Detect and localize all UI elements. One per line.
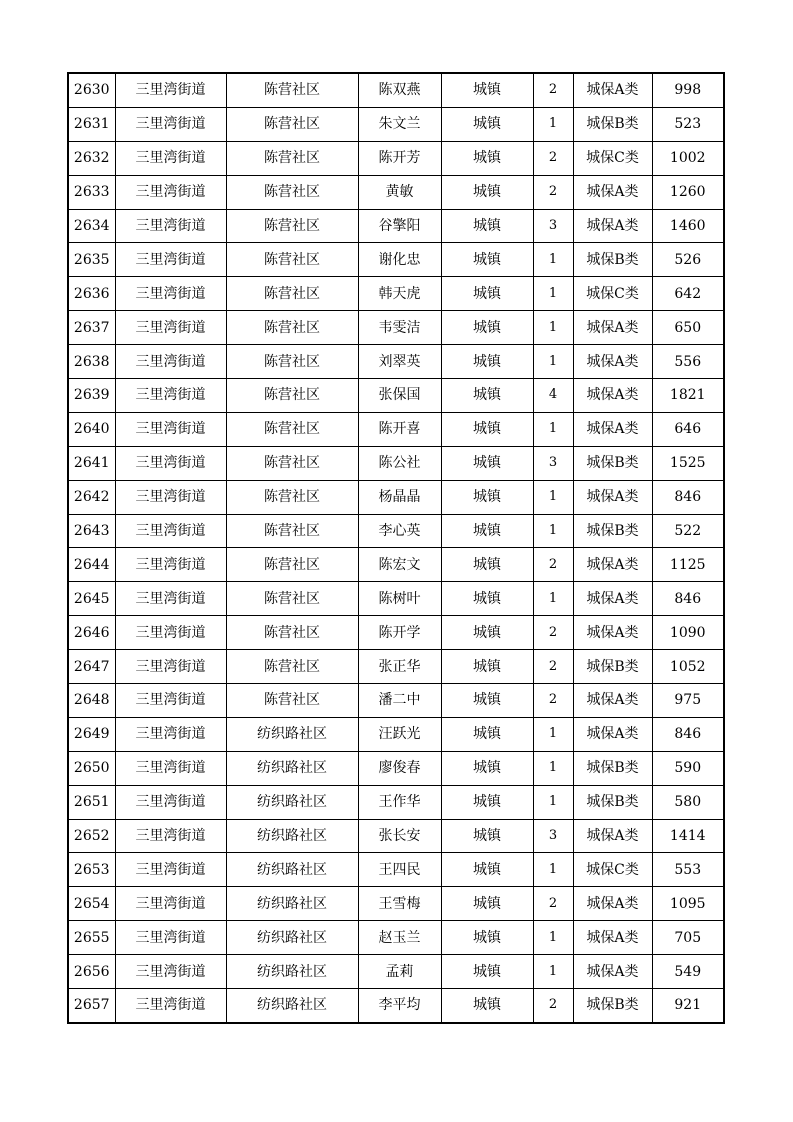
name-cell: 杨晶晶 [358,480,441,514]
row-number-cell: 2645 [68,582,115,616]
amount-cell: 650 [652,311,724,345]
name-cell: 李心英 [358,514,441,548]
name-cell: 张保国 [358,379,441,413]
community-cell: 陈营社区 [226,480,358,514]
street-cell: 三里湾街道 [115,379,226,413]
table-row [68,819,724,853]
community-cell: 纺织路社区 [226,785,358,819]
row-number-cell: 2642 [68,480,115,514]
name-cell: 王四民 [358,853,441,887]
amount-cell: 580 [652,785,724,819]
row-number-cell: 2643 [68,514,115,548]
area-type-cell: 城镇 [441,650,533,684]
category-cell: 城保A类 [573,345,652,379]
community-cell: 陈营社区 [226,243,358,277]
household-count-cell: 1 [533,345,573,379]
category-cell: 城保A类 [573,717,652,751]
street-cell: 三里湾街道 [115,582,226,616]
row-number-cell: 2655 [68,921,115,955]
row-number-cell: 2640 [68,412,115,446]
row-number-cell: 2638 [68,345,115,379]
street-cell: 三里湾街道 [115,650,226,684]
household-count-cell: 2 [533,548,573,582]
household-count-cell: 1 [533,311,573,345]
table-row [68,887,724,921]
table-row [68,379,724,413]
name-cell: 陈宏文 [358,548,441,582]
row-number-cell: 2646 [68,616,115,650]
category-cell: 城保B类 [573,243,652,277]
name-cell: 潘二中 [358,684,441,718]
table-row [68,717,724,751]
area-type-cell: 城镇 [441,311,533,345]
name-cell: 王雪梅 [358,887,441,921]
name-cell: 韦雯洁 [358,311,441,345]
amount-cell: 526 [652,243,724,277]
street-cell: 三里湾街道 [115,684,226,718]
amount-cell: 1414 [652,819,724,853]
area-type-cell: 城镇 [441,379,533,413]
table-row [68,684,724,718]
category-cell: 城保A类 [573,412,652,446]
category-cell: 城保C类 [573,277,652,311]
community-cell: 陈营社区 [226,650,358,684]
household-count-cell: 1 [533,107,573,141]
street-cell: 三里湾街道 [115,141,226,175]
row-number-cell: 2639 [68,379,115,413]
row-number-cell: 2657 [68,989,115,1023]
row-number-cell: 2650 [68,751,115,785]
row-number-cell: 2630 [68,73,115,107]
row-number-cell: 2644 [68,548,115,582]
community-cell: 陈营社区 [226,412,358,446]
category-cell: 城保B类 [573,650,652,684]
table-row [68,480,724,514]
street-cell: 三里湾街道 [115,277,226,311]
street-cell: 三里湾街道 [115,480,226,514]
area-type-cell: 城镇 [441,277,533,311]
household-count-cell: 1 [533,955,573,989]
area-type-cell: 城镇 [441,921,533,955]
street-cell: 三里湾街道 [115,853,226,887]
area-type-cell: 城镇 [441,480,533,514]
amount-cell: 998 [652,73,724,107]
street-cell: 三里湾街道 [115,243,226,277]
row-number-cell: 2648 [68,684,115,718]
category-cell: 城保C类 [573,853,652,887]
table-row [68,412,724,446]
household-count-cell: 3 [533,209,573,243]
community-cell: 纺织路社区 [226,989,358,1023]
household-count-cell: 2 [533,175,573,209]
area-type-cell: 城镇 [441,853,533,887]
category-cell: 城保B类 [573,514,652,548]
table-row [68,921,724,955]
amount-cell: 522 [652,514,724,548]
area-type-cell: 城镇 [441,141,533,175]
name-cell: 李平均 [358,989,441,1023]
household-count-cell: 1 [533,582,573,616]
household-count-cell: 1 [533,277,573,311]
household-count-cell: 1 [533,921,573,955]
name-cell: 刘翠英 [358,345,441,379]
row-number-cell: 2656 [68,955,115,989]
area-type-cell: 城镇 [441,548,533,582]
row-number-cell: 2649 [68,717,115,751]
street-cell: 三里湾街道 [115,107,226,141]
street-cell: 三里湾街道 [115,412,226,446]
table-row [68,751,724,785]
category-cell: 城保B类 [573,989,652,1023]
household-count-cell: 2 [533,141,573,175]
amount-cell: 1095 [652,887,724,921]
street-cell: 三里湾街道 [115,717,226,751]
community-cell: 陈营社区 [226,379,358,413]
community-cell: 陈营社区 [226,345,358,379]
household-count-cell: 1 [533,514,573,548]
household-count-cell: 1 [533,785,573,819]
community-cell: 陈营社区 [226,616,358,650]
row-number-cell: 2647 [68,650,115,684]
street-cell: 三里湾街道 [115,785,226,819]
street-cell: 三里湾街道 [115,819,226,853]
community-cell: 陈营社区 [226,514,358,548]
community-cell: 纺织路社区 [226,819,358,853]
name-cell: 朱文兰 [358,107,441,141]
table-row [68,107,724,141]
amount-cell: 1090 [652,616,724,650]
category-cell: 城保A类 [573,582,652,616]
table-row [68,209,724,243]
street-cell: 三里湾街道 [115,175,226,209]
amount-cell: 1260 [652,175,724,209]
street-cell: 三里湾街道 [115,921,226,955]
household-count-cell: 1 [533,717,573,751]
community-cell: 陈营社区 [226,209,358,243]
street-cell: 三里湾街道 [115,616,226,650]
community-cell: 纺织路社区 [226,955,358,989]
street-cell: 三里湾街道 [115,548,226,582]
data-table [67,72,725,1024]
community-cell: 陈营社区 [226,73,358,107]
name-cell: 谢化忠 [358,243,441,277]
amount-cell: 846 [652,717,724,751]
row-number-cell: 2635 [68,243,115,277]
row-number-cell: 2632 [68,141,115,175]
row-number-cell: 2636 [68,277,115,311]
amount-cell: 1821 [652,379,724,413]
household-count-cell: 2 [533,616,573,650]
household-count-cell: 2 [533,73,573,107]
community-cell: 陈营社区 [226,141,358,175]
category-cell: 城保A类 [573,684,652,718]
community-cell: 陈营社区 [226,311,358,345]
area-type-cell: 城镇 [441,175,533,209]
table-row [68,989,724,1023]
table-row [68,616,724,650]
community-cell: 陈营社区 [226,548,358,582]
amount-cell: 590 [652,751,724,785]
row-number-cell: 2653 [68,853,115,887]
category-cell: 城保B类 [573,785,652,819]
category-cell: 城保A类 [573,480,652,514]
household-count-cell: 1 [533,853,573,887]
area-type-cell: 城镇 [441,955,533,989]
row-number-cell: 2654 [68,887,115,921]
community-cell: 纺织路社区 [226,921,358,955]
category-cell: 城保A类 [573,887,652,921]
name-cell: 汪跃光 [358,717,441,751]
household-count-cell: 1 [533,243,573,277]
category-cell: 城保A类 [573,311,652,345]
community-cell: 纺织路社区 [226,751,358,785]
street-cell: 三里湾街道 [115,73,226,107]
name-cell: 谷擎阳 [358,209,441,243]
street-cell: 三里湾街道 [115,311,226,345]
area-type-cell: 城镇 [441,616,533,650]
area-type-cell: 城镇 [441,582,533,616]
table-row [68,650,724,684]
amount-cell: 553 [652,853,724,887]
area-type-cell: 城镇 [441,887,533,921]
table-row [68,446,724,480]
table-row [68,175,724,209]
name-cell: 陈开芳 [358,141,441,175]
category-cell: 城保A类 [573,175,652,209]
row-number-cell: 2634 [68,209,115,243]
amount-cell: 846 [652,582,724,616]
household-count-cell: 1 [533,480,573,514]
amount-cell: 556 [652,345,724,379]
category-cell: 城保C类 [573,141,652,175]
community-cell: 陈营社区 [226,277,358,311]
name-cell: 韩天虎 [358,277,441,311]
table-row [68,243,724,277]
table-body [68,73,724,1023]
household-count-cell: 3 [533,446,573,480]
name-cell: 赵玉兰 [358,921,441,955]
amount-cell: 549 [652,955,724,989]
amount-cell: 1460 [652,209,724,243]
area-type-cell: 城镇 [441,107,533,141]
household-count-cell: 1 [533,751,573,785]
table-row [68,514,724,548]
area-type-cell: 城镇 [441,751,533,785]
area-type-cell: 城镇 [441,412,533,446]
street-cell: 三里湾街道 [115,514,226,548]
community-cell: 陈营社区 [226,446,358,480]
category-cell: 城保B类 [573,751,652,785]
amount-cell: 921 [652,989,724,1023]
category-cell: 城保B类 [573,446,652,480]
amount-cell: 1052 [652,650,724,684]
table-row [68,277,724,311]
category-cell: 城保A类 [573,73,652,107]
row-number-cell: 2652 [68,819,115,853]
row-number-cell: 2651 [68,785,115,819]
amount-cell: 846 [652,480,724,514]
name-cell: 黄敏 [358,175,441,209]
street-cell: 三里湾街道 [115,955,226,989]
category-cell: 城保A类 [573,819,652,853]
community-cell: 纺织路社区 [226,887,358,921]
household-count-cell: 2 [533,989,573,1023]
category-cell: 城保A类 [573,921,652,955]
name-cell: 陈双燕 [358,73,441,107]
street-cell: 三里湾街道 [115,446,226,480]
community-cell: 陈营社区 [226,582,358,616]
area-type-cell: 城镇 [441,209,533,243]
area-type-cell: 城镇 [441,446,533,480]
name-cell: 陈开学 [358,616,441,650]
table-row [68,955,724,989]
name-cell: 陈树叶 [358,582,441,616]
area-type-cell: 城镇 [441,717,533,751]
amount-cell: 705 [652,921,724,955]
community-cell: 陈营社区 [226,175,358,209]
table-row [68,785,724,819]
table-row [68,141,724,175]
household-count-cell: 2 [533,650,573,684]
household-count-cell: 2 [533,887,573,921]
table-row [68,311,724,345]
street-cell: 三里湾街道 [115,887,226,921]
name-cell: 王作华 [358,785,441,819]
table-row [68,853,724,887]
community-cell: 陈营社区 [226,107,358,141]
area-type-cell: 城镇 [441,345,533,379]
name-cell: 孟莉 [358,955,441,989]
household-count-cell: 2 [533,684,573,718]
amount-cell: 1125 [652,548,724,582]
row-number-cell: 2637 [68,311,115,345]
table-row [68,345,724,379]
community-cell: 纺织路社区 [226,853,358,887]
row-number-cell: 2641 [68,446,115,480]
name-cell: 张正华 [358,650,441,684]
table-row [68,73,724,107]
area-type-cell: 城镇 [441,514,533,548]
household-count-cell: 3 [533,819,573,853]
category-cell: 城保A类 [573,209,652,243]
community-cell: 陈营社区 [226,684,358,718]
amount-cell: 642 [652,277,724,311]
area-type-cell: 城镇 [441,989,533,1023]
area-type-cell: 城镇 [441,73,533,107]
street-cell: 三里湾街道 [115,751,226,785]
category-cell: 城保A类 [573,548,652,582]
area-type-cell: 城镇 [441,785,533,819]
street-cell: 三里湾街道 [115,209,226,243]
household-count-cell: 4 [533,379,573,413]
street-cell: 三里湾街道 [115,989,226,1023]
name-cell: 廖俊春 [358,751,441,785]
category-cell: 城保A类 [573,955,652,989]
amount-cell: 975 [652,684,724,718]
name-cell: 陈公社 [358,446,441,480]
row-number-cell: 2631 [68,107,115,141]
amount-cell: 1525 [652,446,724,480]
category-cell: 城保B类 [573,107,652,141]
category-cell: 城保A类 [573,379,652,413]
household-count-cell: 1 [533,412,573,446]
name-cell: 陈开喜 [358,412,441,446]
name-cell: 张长安 [358,819,441,853]
table-row [68,582,724,616]
amount-cell: 646 [652,412,724,446]
area-type-cell: 城镇 [441,819,533,853]
table-row [68,548,724,582]
street-cell: 三里湾街道 [115,345,226,379]
area-type-cell: 城镇 [441,243,533,277]
amount-cell: 1002 [652,141,724,175]
area-type-cell: 城镇 [441,684,533,718]
amount-cell: 523 [652,107,724,141]
category-cell: 城保A类 [573,616,652,650]
community-cell: 纺织路社区 [226,717,358,751]
row-number-cell: 2633 [68,175,115,209]
